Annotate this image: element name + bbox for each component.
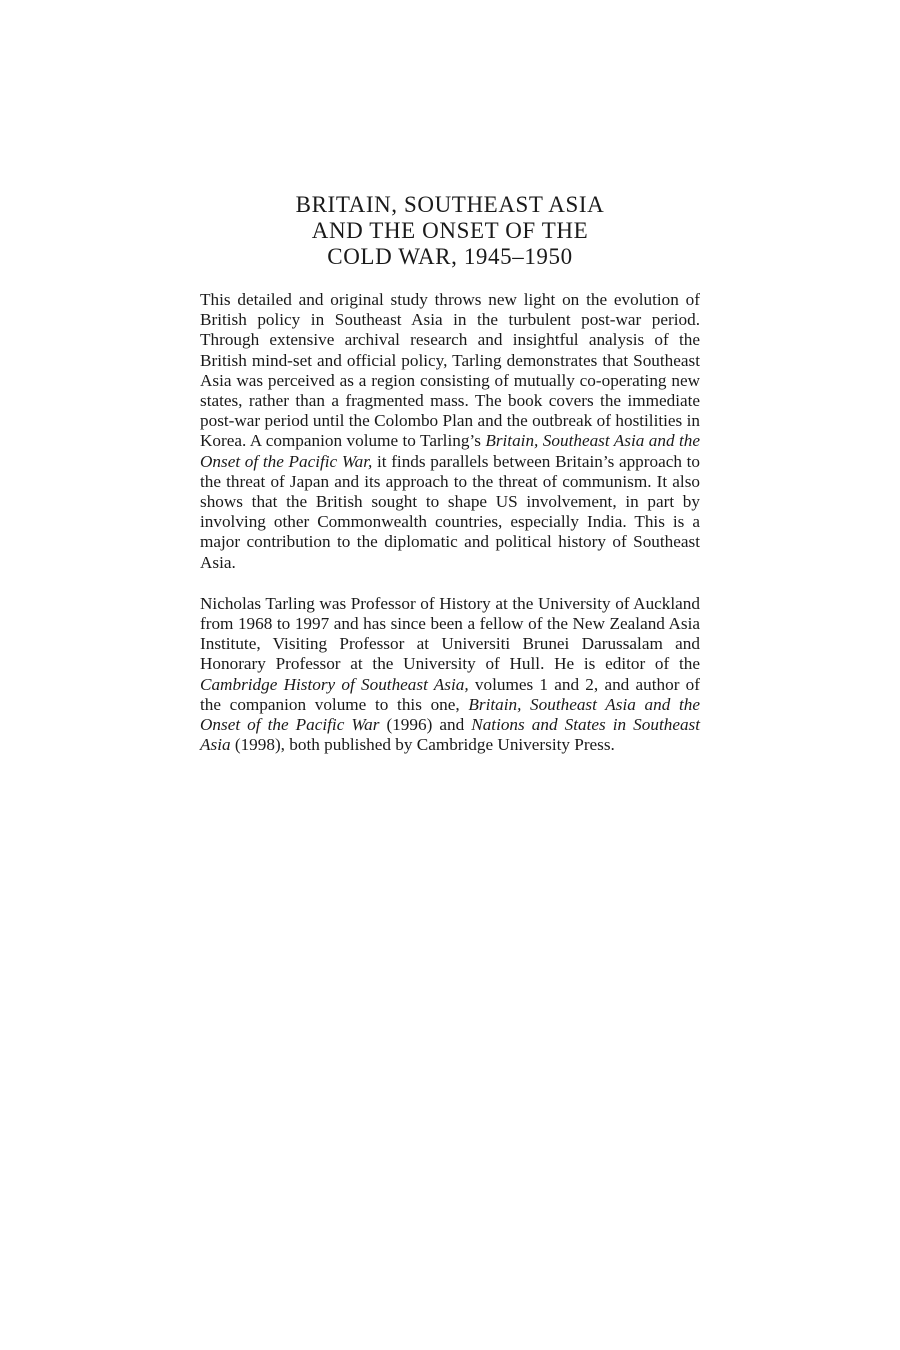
summary-text-2: it finds parallels between Britain’s approach to the threat of Japan and its approach to the threat of communism. It also shows that the British sought to shape US involvement, in part by involving other Commonwealth countries, especially India. This is a major contribution to the diplomatic and political history of Southeast Asia. bbox=[200, 451, 700, 572]
bio-text-1: Nicholas Tarling was Professor of History at the University of Auckland from 1968 to 1997 and has since been a fellow of the New Zealand Asia Institute, Visiting Professor at Universiti Brunei Darussalam and Honorary Professor at the University of Hull. He is editor of the bbox=[200, 593, 700, 674]
bio-cambridge-history-title: Cambridge History of Southeast Asia, bbox=[200, 674, 469, 694]
book-title bbox=[200, 192, 700, 270]
bio-text-4: (1998), both published by Cambridge University Press. bbox=[230, 735, 615, 755]
book-title-line-2: AND THE ONSET OF THE bbox=[311, 218, 589, 243]
bio-nations-states-title: Nations and States in Southeast Asia bbox=[200, 715, 700, 755]
bio-companion-title: Britain, Southeast Asia and the Onset of the Pacific War bbox=[200, 694, 700, 735]
author-bio-paragraph bbox=[200, 594, 700, 756]
book-title-line-1: BRITAIN, SOUTHEAST ASIA bbox=[295, 192, 605, 217]
document-page bbox=[200, 192, 700, 755]
summary-companion-title: Britain, Southeast Asia and the Onset of the Pacific War, bbox=[200, 431, 701, 471]
bio-text-3: (1996) and bbox=[379, 715, 472, 735]
book-summary-paragraph bbox=[200, 290, 700, 573]
book-title-line-3: COLD WAR, 1945–1950 bbox=[327, 244, 573, 269]
summary-text-1: This detailed and original study throws new light on the evolution of British policy in Southeast Asia in the turbulent post-war period. Through extensive archival research and insightful analysis of the British mind-set and official policy, Tarling demonstrates that Southeast Asia was perceived as a region consisting of mutually co-operating new states, rather than a fragmented mass. The book covers the immediate post-war period until the Colombo Plan and the outbreak of hostilities in Korea. A companion volume to Tarling’s bbox=[200, 290, 700, 451]
bio-text-2: volumes 1 and 2, and author of the companion volume to this one, bbox=[200, 674, 700, 714]
